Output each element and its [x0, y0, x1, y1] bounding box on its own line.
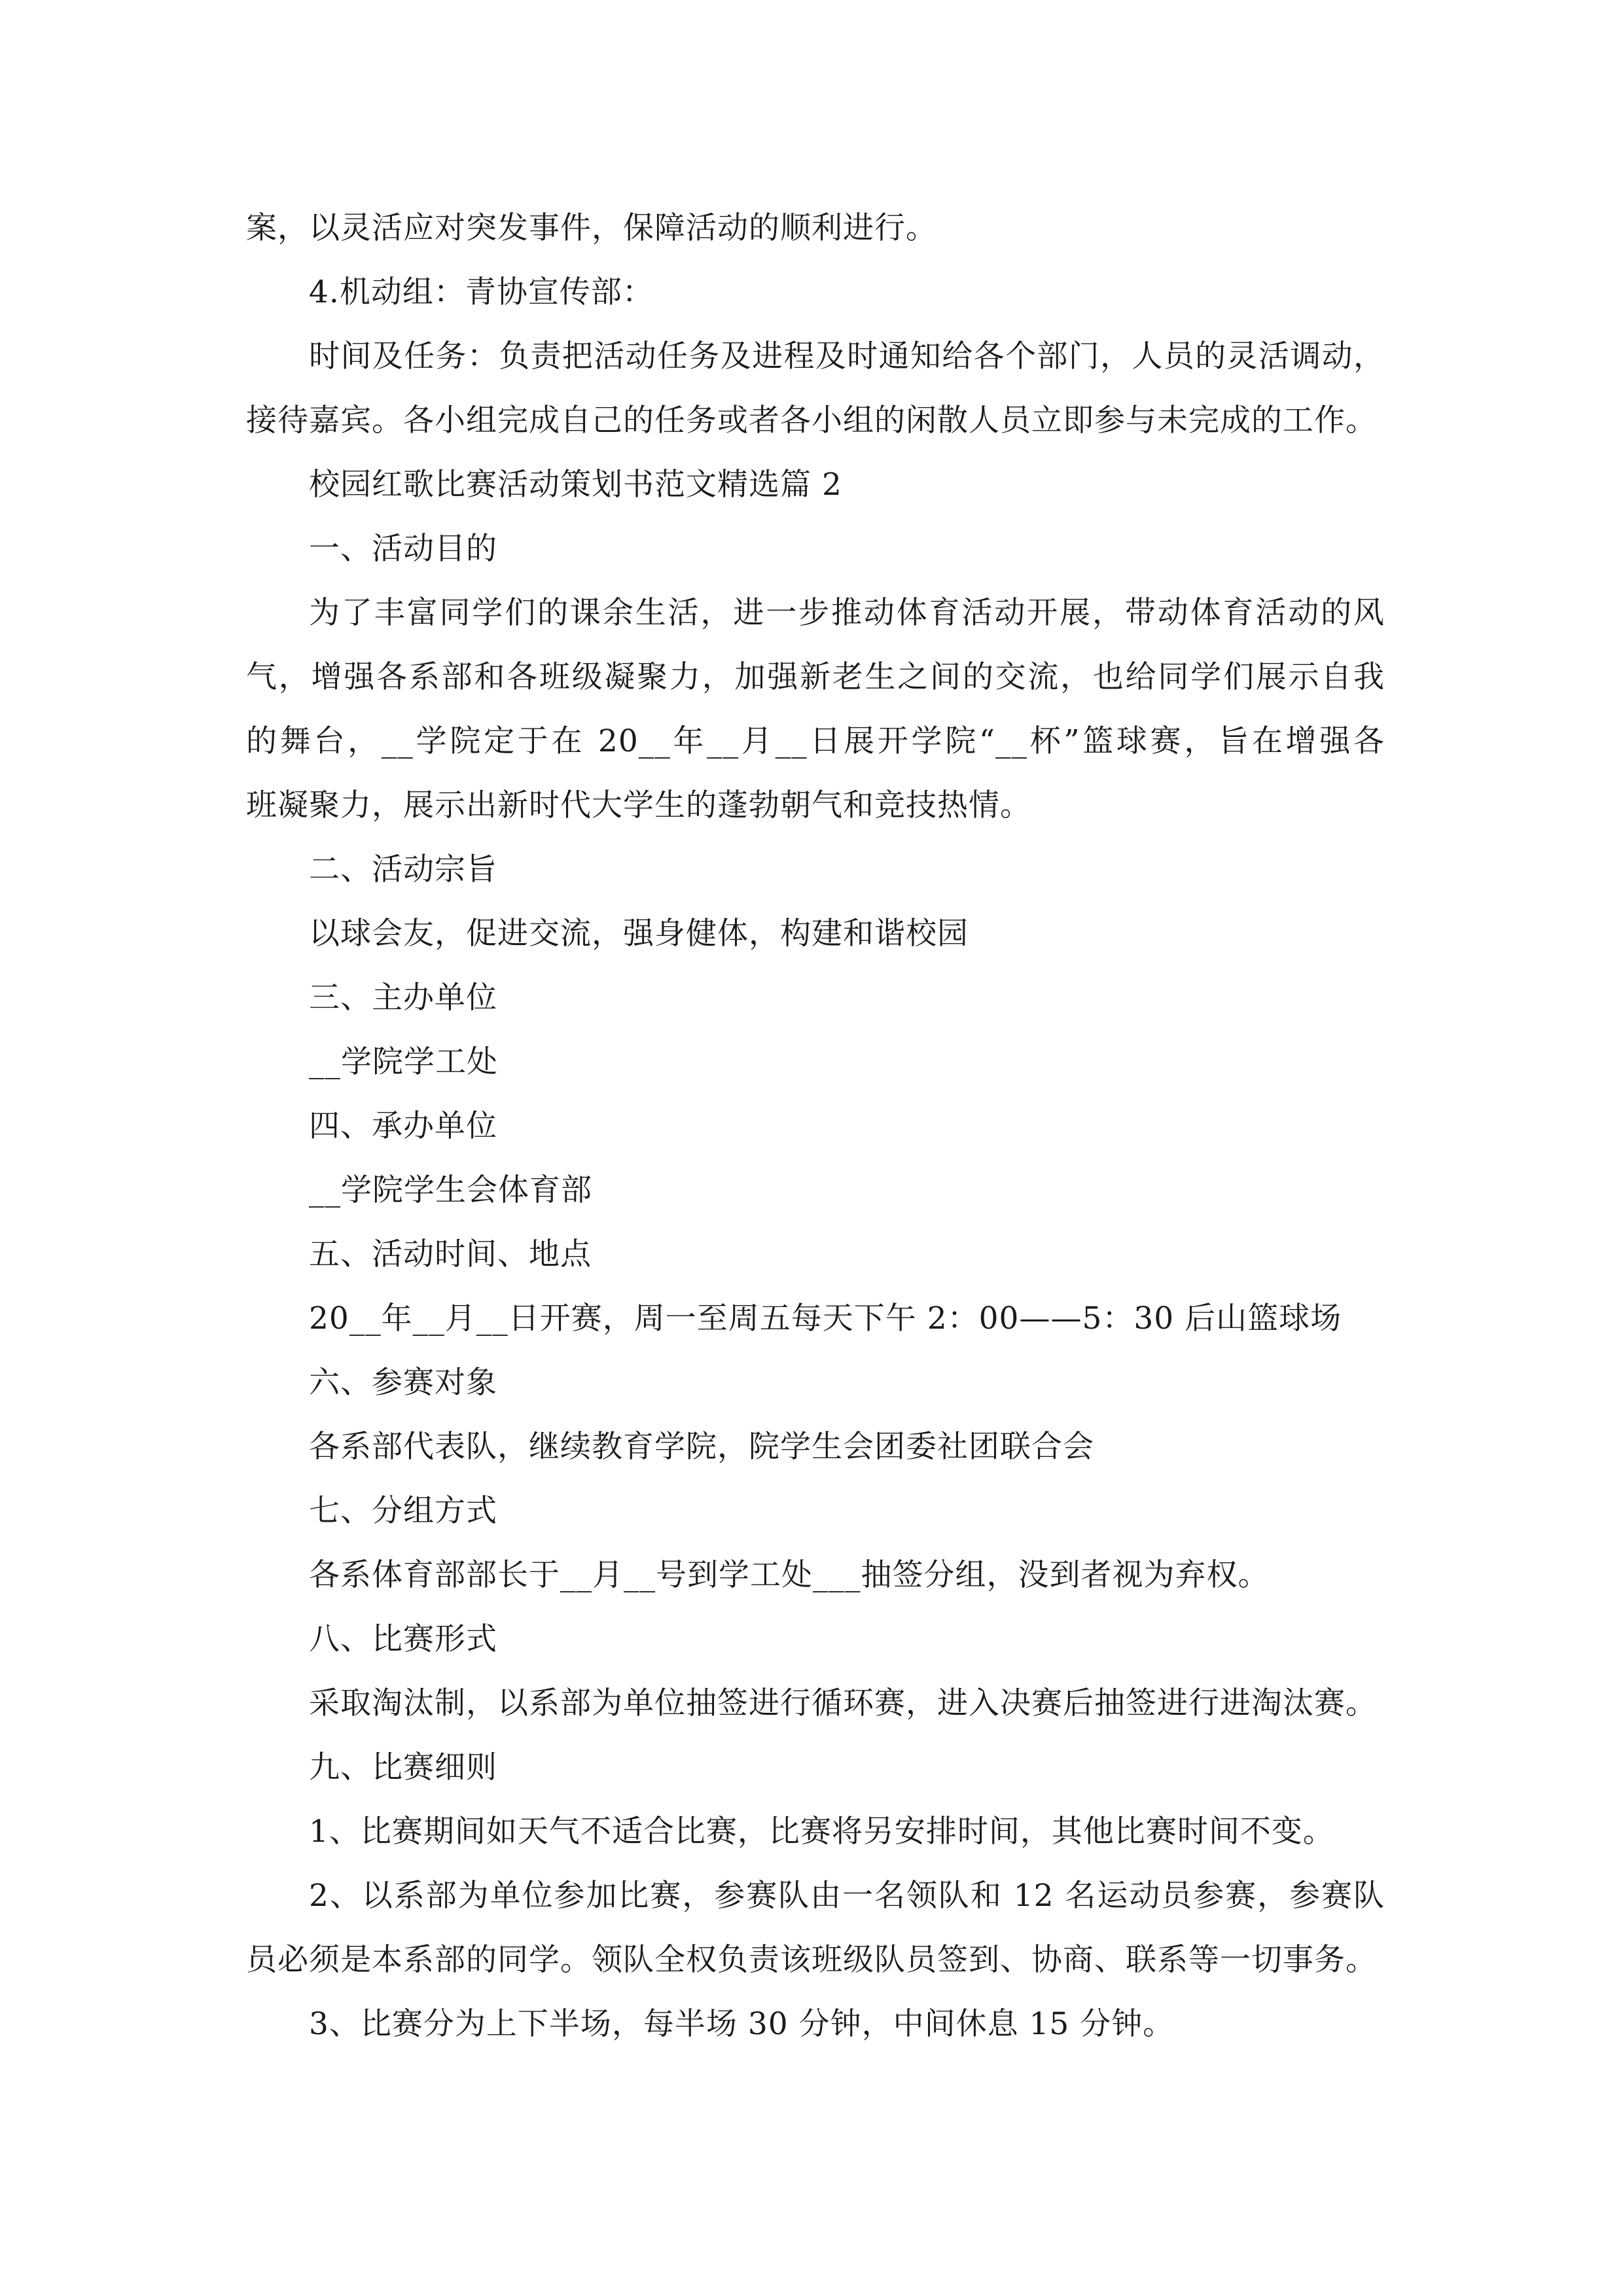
document-body: [246, 196, 1385, 2056]
paragraph-line: 为了丰富同学们的课余生活，进一步推动体育活动开展，带动体育活动的风: [309, 595, 1385, 631]
paragraph-line: 采取淘汰制，以系部为单位抽签进行循环赛，进入决赛后抽签进行进淘汰赛。: [309, 1685, 1377, 1721]
article-title: 校园红歌比赛活动策划书范文精选篇 2: [309, 467, 842, 503]
section-heading: 4.机动组：青协宣传部：: [309, 274, 654, 310]
paragraph-line: 各系体育部部长于__月__号到学工处___抽签分组，没到者视为弃权。: [309, 1557, 1270, 1593]
section-heading: 八、比赛形式: [309, 1621, 497, 1657]
paragraph-line: __学院学工处: [309, 1044, 498, 1080]
paragraph-line: 接待嘉宾。各小组完成自己的任务或者各小组的闲散人员立即参与未完成的工作。: [246, 403, 1377, 439]
section-heading: 四、承办单位: [309, 1108, 497, 1144]
paragraph-line: 案，以灵活应对突发事件，保障活动的顺利进行。: [246, 210, 937, 246]
section-heading: 二、活动宗旨: [309, 852, 497, 888]
section-heading: 六、参赛对象: [309, 1365, 497, 1401]
section-heading: 七、分组方式: [309, 1493, 497, 1529]
paragraph-line: 20__年__月__日开赛，周一至周五每天下午 2：00——5：30 后山篮球场: [309, 1300, 1342, 1336]
section-heading: 一、活动目的: [309, 531, 497, 567]
paragraph-line: 气，增强各系部和各班级凝聚力，加强新老生之间的交流，也给同学们展示自我: [246, 659, 1385, 695]
paragraph-line: 时间及任务：负责把活动任务及进程及时通知给各个部门，人员的灵活调动，: [309, 338, 1385, 374]
section-heading: 五、活动时间、地点: [309, 1236, 592, 1272]
paragraph-line: 班凝聚力，展示出新时代大学生的蓬勃朝气和竞技热情。: [246, 787, 1031, 823]
list-item: 1、比赛期间如天气不适合比赛，比赛将另安排时间，其他比赛时间不变。: [309, 1814, 1334, 1850]
paragraph-line: 员必须是本系部的同学。领队全权负责该班级队员签到、协商、联系等一切事务。: [246, 1942, 1377, 1978]
paragraph-line: 的舞台，__学院定于在 20__年__月__日展开学院“__杯”篮球赛，旨在增强各: [246, 723, 1385, 759]
paragraph-line: __学院学生会体育部: [309, 1172, 592, 1208]
list-item: 2、以系部为单位参加比赛，参赛队由一名领队和 12 名运动员参赛，参赛队: [309, 1878, 1385, 1914]
list-item: 3、比赛分为上下半场，每半场 30 分钟，中间休息 15 分钟。: [309, 2006, 1175, 2042]
paragraph-line: 各系部代表队，继续教育学院，院学生会团委社团联合会: [309, 1429, 1094, 1465]
section-heading: 九、比赛细则: [309, 1749, 497, 1785]
section-heading: 三、主办单位: [309, 980, 497, 1016]
paragraph-line: 以球会友，促进交流，强身健体，构建和谐校园: [309, 916, 969, 952]
